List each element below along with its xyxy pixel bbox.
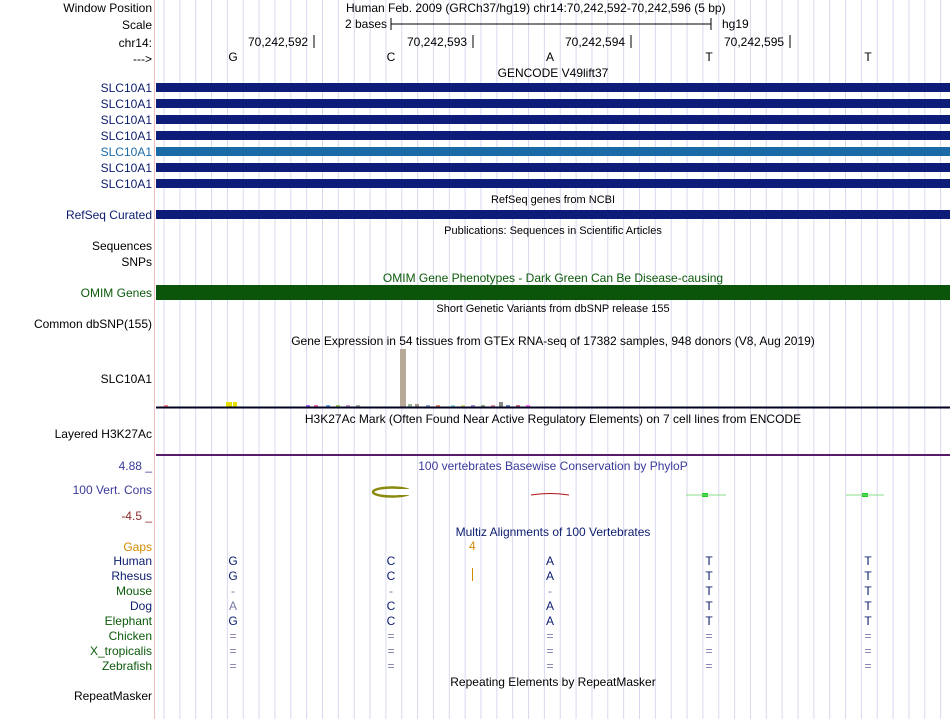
ref-base-3: A [545, 50, 554, 64]
ref-base-1: G [228, 50, 238, 64]
conservation-track-title: 100 vertebrates Basewise Conservation by PhyloP [418, 459, 688, 473]
multiz-base: = [864, 629, 872, 643]
gencode-transcript-bar[interactable] [156, 99, 950, 108]
gencode-transcript-bar[interactable] [156, 83, 950, 92]
gtex-tissue-bar [499, 402, 503, 407]
multiz-base: G [228, 614, 238, 628]
repeatmasker-track-title: Repeating Elements by RepeatMasker [450, 675, 656, 689]
multiz-insertion-marker [472, 568, 473, 581]
multiz-base: C [386, 554, 396, 568]
multiz-base: - [389, 584, 393, 598]
multiz-base: T [864, 614, 872, 628]
multiz-base: T [864, 599, 872, 613]
multiz-base: T [705, 569, 713, 583]
multiz-base: C [386, 599, 396, 613]
multiz-species-label[interactable]: Dog [129, 599, 152, 613]
gencode-transcript-bar[interactable] [156, 179, 950, 188]
multiz-base: A [545, 554, 554, 568]
multiz-base: T [864, 569, 872, 583]
gtex-bar-graph[interactable] [156, 346, 950, 410]
gtex-tissue-bar [226, 402, 232, 407]
multiz-base: G [228, 554, 238, 568]
multiz-base: = [705, 629, 713, 643]
strand-label: ---> [133, 52, 152, 66]
multiz-base: A [545, 614, 554, 628]
conservation-max-label: 4.88 _ [118, 459, 152, 473]
refseq-track-label[interactable]: RefSeq Curated [65, 208, 152, 222]
multiz-base: G [228, 569, 238, 583]
multiz-base: = [705, 659, 713, 673]
phylop-score-negative [531, 494, 569, 496]
dbsnp-track-title: Short Genetic Variants from dbSNP release 155 [436, 303, 670, 315]
multiz-base: A [228, 599, 237, 613]
gencode-transcript-bar[interactable] [156, 163, 950, 172]
multiz-base: = [546, 644, 554, 658]
multiz-base: = [705, 644, 713, 658]
multiz-base: T [705, 614, 713, 628]
position-tick-1: 70,242,592 [248, 35, 309, 49]
multiz-base: T [705, 554, 713, 568]
conservation-graph[interactable] [156, 480, 950, 504]
conservation-min-label: -4.5 _ [121, 509, 152, 523]
multiz-base: = [864, 644, 872, 658]
gencode-transcript-label[interactable]: SLC10A1 [100, 113, 152, 127]
conservation-track-label[interactable]: 100 Vert. Cons [72, 483, 152, 497]
dbsnp-track-label[interactable]: Common dbSNP(155) [33, 317, 152, 331]
gtex-tissue-bar [400, 349, 406, 407]
multiz-base: = [387, 629, 395, 643]
scale-ruler [390, 17, 715, 31]
ref-base-4: T [705, 50, 713, 64]
omim-track-title: OMIM Gene Phenotypes - Dark Green Can Be Disease-causing [382, 271, 724, 285]
window-position-value: Human Feb. 2009 (GRCh37/hg19) chr14:70,242,592-70,242,596 (5 bp) [346, 1, 726, 15]
multiz-base: = [546, 629, 554, 643]
multiz-species-label[interactable]: Zebrafish [101, 659, 152, 673]
multiz-species-label[interactable]: Mouse [115, 584, 152, 598]
h3k27ac-track-title: H3K27Ac Mark (Often Found Near Active Regulatory Elements) on 7 cell lines from ENCODE [304, 412, 802, 426]
multiz-species-label[interactable]: Human [113, 554, 152, 568]
gencode-transcript-bar[interactable] [156, 131, 950, 140]
gtex-gene-label[interactable]: SLC10A1 [100, 372, 152, 386]
scale-assembly: hg19 [722, 17, 749, 31]
omim-track-label[interactable]: OMIM Genes [80, 286, 152, 300]
h3k27ac-track-label[interactable]: Layered H3K27Ac [54, 427, 152, 441]
scale-label: Scale [121, 18, 152, 32]
multiz-base: = [229, 629, 237, 643]
gencode-transcript-label[interactable]: SLC10A1 [100, 129, 152, 143]
gencode-transcript-label[interactable]: SLC10A1 [100, 177, 152, 191]
gtex-track-title: Gene Expression in 54 tissues from GTEx RNA-seq of 17382 samples, 948 donors (V8, Aug 2019) [291, 334, 815, 348]
publications-snps-label[interactable]: SNPs [121, 255, 152, 269]
multiz-base: A [545, 599, 554, 613]
chrom-label: chr14: [118, 36, 152, 50]
multiz-base: = [229, 659, 237, 673]
multiz-base: - [231, 584, 235, 598]
ref-base-2: C [386, 50, 396, 64]
label-margin-divider [154, 0, 155, 719]
multiz-base: - [548, 584, 552, 598]
multiz-base: T [705, 599, 713, 613]
position-tick-marks [156, 34, 950, 50]
multiz-gap-count: 4 [469, 539, 476, 553]
refseq-gene-bar[interactable] [156, 210, 950, 219]
multiz-base: C [386, 614, 396, 628]
gencode-transcript-label-highlighted[interactable]: SLC10A1 [100, 145, 152, 159]
multiz-base: = [546, 659, 554, 673]
multiz-base: = [387, 644, 395, 658]
multiz-species-label[interactable]: Elephant [104, 614, 152, 628]
gtex-tissue-bar [233, 402, 237, 407]
position-tick-3: 70,242,594 [565, 35, 626, 49]
multiz-species-label[interactable]: Rhesus [111, 569, 152, 583]
gencode-transcript-bar-highlighted[interactable] [156, 147, 950, 156]
multiz-base: A [545, 569, 554, 583]
multiz-base: = [387, 659, 395, 673]
publications-sequences-label[interactable]: Sequences [91, 239, 152, 253]
multiz-species-label[interactable]: X_tropicalis [89, 644, 152, 658]
multiz-base: T [864, 554, 872, 568]
publications-track-title: Publications: Sequences in Scientific Articles [444, 225, 662, 237]
scale-value: 2 bases [345, 17, 388, 31]
multiz-base: = [229, 644, 237, 658]
omim-gene-bar[interactable] [156, 285, 950, 300]
multiz-track-title: Multiz Alignments of 100 Vertebrates [455, 525, 651, 539]
window-position-label: Window Position [63, 1, 152, 15]
multiz-gaps-label: Gaps [123, 540, 152, 554]
phylop-score-positive [394, 489, 412, 495]
gencode-transcript-label[interactable]: SLC10A1 [100, 81, 152, 95]
multiz-species-label[interactable]: Chicken [108, 629, 152, 643]
multiz-base: = [864, 659, 872, 673]
gencode-track-title: GENCODE V49lift37 [497, 66, 609, 80]
refseq-track-title: RefSeq genes from NCBI [490, 194, 616, 206]
repeatmasker-track-label[interactable]: RepeatMasker [73, 689, 152, 703]
h3k27ac-baseline [156, 454, 950, 456]
multiz-base: T [705, 584, 713, 598]
multiz-base: T [864, 584, 872, 598]
gencode-transcript-bar[interactable] [156, 115, 950, 124]
ref-base-5: T [864, 50, 872, 64]
gencode-transcript-label[interactable]: SLC10A1 [100, 97, 152, 111]
gencode-transcript-label[interactable]: SLC10A1 [100, 161, 152, 175]
position-tick-4: 70,242,595 [724, 35, 785, 49]
multiz-base: C [386, 569, 396, 583]
position-tick-2: 70,242,593 [407, 35, 468, 49]
